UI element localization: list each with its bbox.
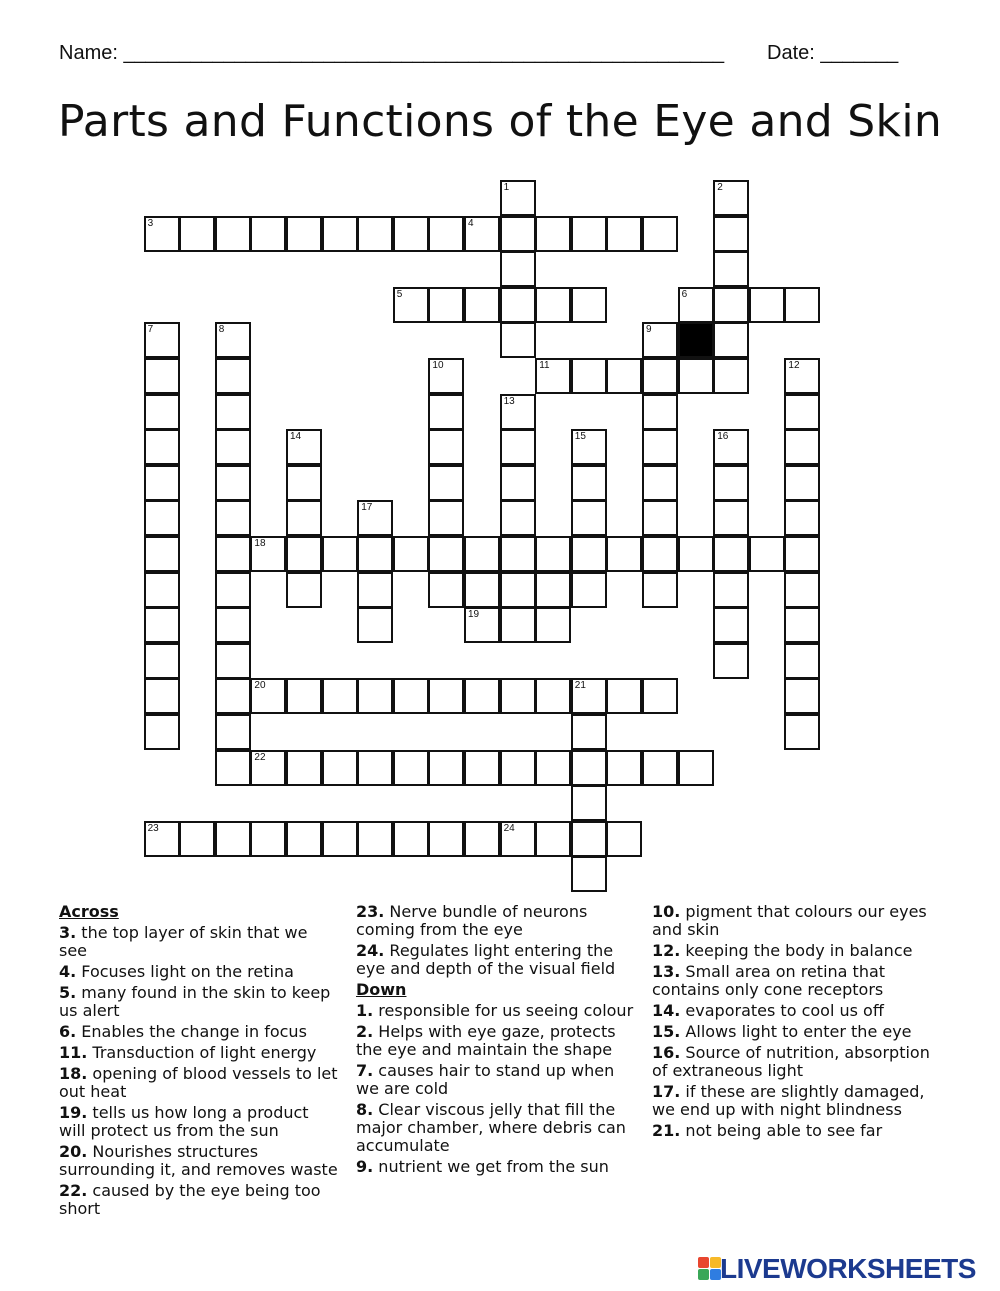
crossword-cell[interactable] (571, 287, 607, 323)
crossword-cell[interactable] (357, 750, 393, 786)
clue-item-text: the top layer of skin that we see (59, 923, 308, 960)
crossword-cell[interactable] (678, 287, 714, 323)
clue-item-number: 2. (356, 1022, 374, 1041)
crossword-cell[interactable] (713, 429, 749, 465)
clue-item-number: 20. (59, 1142, 88, 1161)
crossword-cell[interactable] (393, 287, 429, 323)
crossword-cell[interactable] (215, 216, 251, 252)
crossword-cell[interactable] (357, 821, 393, 857)
crossword-cell[interactable] (322, 750, 358, 786)
crossword-cell[interactable] (678, 536, 714, 572)
crossword-cell[interactable] (784, 429, 820, 465)
clue-item (652, 942, 932, 960)
crossword-cell[interactable] (678, 358, 714, 394)
crossword-cell[interactable] (571, 750, 607, 786)
crossword-cell[interactable] (500, 536, 536, 572)
clue-item-text: caused by the eye being too short (59, 1181, 321, 1218)
clue-item-text: Clear viscous jelly that fill the major chamber, where debris can accumulate (356, 1100, 626, 1155)
crossword-cell[interactable] (250, 678, 286, 714)
crossword-cell[interactable] (606, 536, 642, 572)
crossword-cell[interactable] (784, 607, 820, 643)
crossword-cell[interactable] (464, 536, 500, 572)
clue-number: 8 (218, 324, 225, 336)
clue-item (652, 963, 932, 999)
crossword-cell[interactable] (784, 394, 820, 430)
clue-item-text: Nourishes structures surrounding it, and removes waste (59, 1142, 338, 1179)
crossword-cell[interactable] (500, 251, 536, 287)
logo-square (698, 1257, 709, 1268)
clue-number: 9 (646, 324, 652, 336)
crossword-cell[interactable] (357, 216, 393, 252)
crossword-cell[interactable] (678, 750, 714, 786)
crossword-cell[interactable] (606, 678, 642, 714)
crossword-cell[interactable] (713, 643, 749, 679)
clue-item-text: keeping the body in balance (680, 941, 913, 960)
date-label[interactable]: Date: _______ (767, 42, 899, 64)
crossword-cell[interactable] (642, 500, 678, 536)
clue-item-text: Regulates light entering the eye and depth of the visual field (356, 941, 616, 978)
crossword-cell[interactable] (713, 358, 749, 394)
crossword-cell[interactable] (500, 465, 536, 501)
crossword-cell[interactable] (713, 536, 749, 572)
clue-item (59, 1104, 339, 1140)
clue-item (652, 1083, 932, 1119)
crossword-cell[interactable] (713, 216, 749, 252)
crossword-cell[interactable] (500, 180, 536, 216)
crossword-cell[interactable] (393, 216, 429, 252)
crossword-cell[interactable] (215, 714, 251, 750)
clues-column-1 (59, 903, 339, 1221)
crossword-cell[interactable] (500, 322, 536, 358)
clue-item-text: Small area on retina that contains only cone receptors (652, 962, 886, 999)
page-title: Parts and Functions of the Eye and Skin (57, 96, 943, 147)
crossword-cell[interactable] (571, 821, 607, 857)
crossword-cell[interactable] (535, 607, 571, 643)
crossword-cell[interactable] (642, 429, 678, 465)
crossword-cell[interactable] (144, 714, 180, 750)
clue-item-number: 23. (356, 902, 385, 921)
crossword-cell[interactable] (393, 750, 429, 786)
crossword-cell[interactable] (215, 465, 251, 501)
crossword-cell[interactable] (322, 536, 358, 572)
clue-item (356, 1023, 641, 1059)
crossword-cell[interactable] (464, 678, 500, 714)
crossword-cell[interactable] (357, 536, 393, 572)
crossword-cell[interactable] (535, 678, 571, 714)
crossword-cell[interactable] (464, 750, 500, 786)
crossword-cell[interactable] (713, 287, 749, 323)
crossword-cell[interactable] (179, 216, 215, 252)
clue-number: 12 (788, 360, 800, 371)
crossword-cell[interactable] (428, 358, 464, 394)
clue-item (652, 903, 932, 939)
crossword-cell[interactable] (571, 714, 607, 750)
crossword-cell[interactable] (428, 465, 464, 501)
clue-item-number: 19. (59, 1103, 88, 1122)
crossword-cell[interactable] (642, 216, 678, 252)
crossword-cell[interactable] (215, 536, 251, 572)
crossword-cell[interactable] (428, 216, 464, 252)
crossword-cell[interactable] (571, 572, 607, 608)
clue-number: 3 (147, 217, 154, 229)
crossword-cell[interactable] (749, 536, 785, 572)
crossword-cell[interactable] (606, 750, 642, 786)
clue-number: 14 (290, 431, 302, 443)
crossword-cell[interactable] (215, 750, 251, 786)
crossword-cell[interactable] (144, 394, 180, 430)
name-label[interactable]: Name: ______________________________________________________ (59, 42, 725, 64)
crossword-cell[interactable] (713, 572, 749, 608)
crossword-cell[interactable] (286, 500, 322, 536)
crossword-cell[interactable] (428, 572, 464, 608)
crossword-cell[interactable] (713, 500, 749, 536)
crossword-cell[interactable] (428, 429, 464, 465)
crossword-cell[interactable] (642, 394, 678, 430)
clue-item (652, 1023, 932, 1041)
clue-item (652, 1122, 932, 1140)
clue-number: 2 (717, 182, 723, 193)
clue-number: 5 (396, 288, 403, 300)
crossword-cell[interactable] (464, 572, 500, 608)
crossword-cell[interactable] (393, 536, 429, 572)
clue-number: 15 (574, 431, 586, 443)
clue-item-number: 13. (652, 962, 681, 981)
crossword-cell[interactable] (606, 216, 642, 252)
clue-item (59, 924, 339, 960)
crossword-cell[interactable] (500, 216, 536, 252)
crossword-cell[interactable] (464, 287, 500, 323)
clue-item-text: Nerve bundle of neurons coming from the eye (356, 902, 588, 939)
crossword-cell[interactable] (464, 607, 500, 643)
crossword-cell[interactable] (784, 358, 820, 394)
clue-number: 1 (503, 182, 510, 193)
clues-column-2 (356, 903, 641, 1179)
crossword-cell[interactable] (571, 465, 607, 501)
clue-item (59, 1182, 339, 1218)
crossword-cell[interactable] (215, 322, 251, 358)
clue-item (356, 1158, 641, 1176)
clue-item-number: 5. (59, 983, 77, 1002)
crossword-cell[interactable] (784, 643, 820, 679)
clue-item-number: 11. (59, 1043, 88, 1062)
clue-item (356, 1062, 641, 1098)
clue-item-text: many found in the skin to keep us alert (59, 983, 331, 1020)
clue-number: 21 (574, 680, 586, 692)
crossword-cell[interactable] (215, 500, 251, 536)
crossword-cell[interactable] (215, 607, 251, 643)
crossword-cell[interactable] (250, 536, 286, 572)
crossword-cell[interactable] (784, 678, 820, 714)
crossword-cell[interactable] (713, 322, 749, 358)
crossword-cell[interactable] (250, 750, 286, 786)
clue-number: 6 (681, 288, 688, 300)
clue-item-text: opening of blood vessels to let out heat (59, 1064, 338, 1101)
crossword-cell[interactable] (571, 429, 607, 465)
clue-item (59, 1023, 339, 1041)
clue-item (59, 1065, 339, 1101)
clue-number: 10 (432, 360, 444, 371)
crossword-cell[interactable] (642, 536, 678, 572)
crossword-cell[interactable] (500, 429, 536, 465)
clue-item-text: pigment that colours our eyes and skin (652, 902, 927, 939)
crossword-cell[interactable] (642, 465, 678, 501)
crossword-cell[interactable] (144, 572, 180, 608)
crossword-cell[interactable] (500, 750, 536, 786)
clue-number: 13 (503, 395, 515, 407)
crossword-cell[interactable] (428, 750, 464, 786)
clue-item (59, 1044, 339, 1062)
crossword-cell[interactable] (393, 821, 429, 857)
crossword-cell[interactable] (606, 358, 642, 394)
clue-item-text: Allows light to enter the eye (680, 1022, 912, 1041)
logo-square (698, 1269, 709, 1280)
crossword-cell[interactable] (500, 287, 536, 323)
crossword-cell[interactable] (784, 536, 820, 572)
crossword-cell[interactable] (144, 322, 180, 358)
crossword-cell[interactable] (286, 216, 322, 252)
crossword-cell[interactable] (144, 536, 180, 572)
crossword-cell[interactable] (535, 536, 571, 572)
crossword-cell[interactable] (215, 821, 251, 857)
clue-item-number: 14. (652, 1001, 681, 1020)
crossword-cell[interactable] (642, 322, 678, 358)
crossword-cell[interactable] (144, 821, 180, 857)
crossword-cell[interactable] (642, 358, 678, 394)
crossword-cell[interactable] (144, 643, 180, 679)
clue-number: 16 (717, 431, 729, 443)
crossword-cell[interactable] (784, 500, 820, 536)
crossword-cell[interactable] (428, 500, 464, 536)
crossword-cell[interactable] (322, 821, 358, 857)
crossword-cell[interactable] (784, 465, 820, 501)
clue-item-text: Source of nutrition, absorption of extraneous light (652, 1043, 930, 1080)
crossword-cell[interactable] (606, 821, 642, 857)
crossword-cell[interactable] (571, 678, 607, 714)
crossword-cell[interactable] (215, 572, 251, 608)
liveworksheets-logo[interactable] (698, 1253, 998, 1285)
crossword-cell[interactable] (784, 714, 820, 750)
crossword-cell[interactable] (500, 500, 536, 536)
clues-column-3 (652, 903, 932, 1143)
clue-item-text: tells us how long a product will protect us from the sun (59, 1103, 309, 1140)
crossword-cell[interactable] (500, 821, 536, 857)
crossword-cell[interactable] (464, 216, 500, 252)
crossword-cell[interactable] (784, 287, 820, 323)
crossword-cell[interactable] (215, 429, 251, 465)
clue-item (356, 1101, 641, 1155)
clue-item-number: 3. (59, 923, 77, 942)
clue-number: 24 (503, 822, 515, 834)
crossword-cell[interactable] (500, 572, 536, 608)
clue-item-number: 6. (59, 1022, 77, 1041)
crossword-cell[interactable] (357, 607, 393, 643)
crossword-cell[interactable] (215, 394, 251, 430)
crossword-cell[interactable] (713, 607, 749, 643)
crossword-cell[interactable] (535, 358, 571, 394)
crossword-cell[interactable] (144, 358, 180, 394)
clue-item-text: nutrient we get from the sun (373, 1157, 609, 1176)
clue-item-number: 8. (356, 1100, 374, 1119)
crossword-cell[interactable] (571, 216, 607, 252)
clue-item-number: 4. (59, 962, 77, 981)
crossword-cell[interactable] (322, 216, 358, 252)
clue-item (59, 984, 339, 1020)
clue-number: 19 (468, 609, 480, 621)
crossword-cell[interactable] (500, 678, 536, 714)
crossword-cell[interactable] (286, 536, 322, 572)
crossword-cell[interactable] (500, 394, 536, 430)
crossword-cell[interactable] (428, 394, 464, 430)
clue-item-number: 16. (652, 1043, 681, 1062)
clue-number: 7 (147, 324, 154, 336)
clue-item-number: 7. (356, 1061, 374, 1080)
crossword-cell[interactable] (571, 358, 607, 394)
clue-number: 4 (468, 217, 474, 229)
clue-item-number: 24. (356, 941, 385, 960)
crossword-cell[interactable] (250, 821, 286, 857)
clue-item-text: causes hair to stand up when we are cold (356, 1061, 615, 1098)
clue-item-text: if these are slightly damaged, we end up with night blindness (652, 1082, 925, 1119)
clue-item-number: 17. (652, 1082, 681, 1101)
crossword-cell[interactable] (357, 572, 393, 608)
clue-item-number: 10. (652, 902, 681, 921)
crossword-cell[interactable] (179, 821, 215, 857)
crossword-cell[interactable] (393, 678, 429, 714)
clue-number: 11 (539, 360, 550, 371)
clue-item-text: responsible for us seeing colour (373, 1001, 634, 1020)
clue-item-text: not being able to see far (680, 1121, 883, 1140)
crossword-cell[interactable] (322, 678, 358, 714)
clue-item-text: evaporates to cool us off (680, 1001, 884, 1020)
crossword-cell[interactable] (428, 536, 464, 572)
crossword-cell[interactable] (215, 643, 251, 679)
crossword-cell[interactable] (215, 358, 251, 394)
crossword-cell[interactable] (357, 500, 393, 536)
crossword-cell[interactable] (571, 785, 607, 821)
crossword-cell[interactable] (571, 500, 607, 536)
crossword-cell[interactable] (642, 750, 678, 786)
clue-item-number: 21. (652, 1121, 681, 1140)
clue-number: 23 (147, 822, 159, 834)
clue-number: 20 (254, 680, 266, 692)
crossword-black-cell (678, 322, 714, 358)
crossword-cell[interactable] (215, 678, 251, 714)
crossword-cell[interactable] (464, 821, 500, 857)
down-header: Down (356, 980, 407, 999)
clue-item-text: Transduction of light energy (87, 1043, 317, 1062)
clue-item-number: 18. (59, 1064, 88, 1083)
crossword-cell[interactable] (713, 180, 749, 216)
crossword-cell[interactable] (571, 536, 607, 572)
crossword-cell[interactable] (144, 500, 180, 536)
crossword-cell[interactable] (144, 607, 180, 643)
crossword-cell[interactable] (428, 821, 464, 857)
clue-number: 18 (254, 538, 266, 549)
clue-number: 17 (361, 502, 373, 514)
crossword-cell[interactable] (357, 678, 393, 714)
crossword-cell[interactable] (713, 465, 749, 501)
crossword-cell[interactable] (286, 465, 322, 501)
crossword-cell[interactable] (535, 750, 571, 786)
clue-item-number: 1. (356, 1001, 374, 1020)
crossword-cell[interactable] (144, 465, 180, 501)
crossword-cell[interactable] (500, 607, 536, 643)
crossword-cell[interactable] (428, 287, 464, 323)
clue-item (652, 1044, 932, 1080)
crossword-cell[interactable] (642, 572, 678, 608)
crossword-cell[interactable] (784, 572, 820, 608)
crossword-cell[interactable] (144, 216, 180, 252)
crossword-cell[interactable] (535, 287, 571, 323)
clue-item-number: 15. (652, 1022, 681, 1041)
across-header: Across (59, 902, 119, 921)
crossword-cell[interactable] (286, 429, 322, 465)
clue-item (652, 1002, 932, 1020)
crossword-cell[interactable] (286, 821, 322, 857)
crossword-cell[interactable] (535, 821, 571, 857)
clue-item-text: Focuses light on the retina (76, 962, 294, 981)
clue-item-number: 9. (356, 1157, 374, 1176)
clue-number: 22 (254, 751, 266, 763)
crossword-cell[interactable] (250, 216, 286, 252)
crossword-cell[interactable] (144, 678, 180, 714)
crossword-cell[interactable] (428, 678, 464, 714)
clue-item-number: 12. (652, 941, 681, 960)
clue-item-number: 22. (59, 1181, 88, 1200)
clue-item-text: Helps with eye gaze, protects the eye and maintain the shape (356, 1022, 616, 1059)
crossword-cell[interactable] (144, 429, 180, 465)
crossword-cell[interactable] (286, 750, 322, 786)
clue-item (59, 1143, 339, 1179)
clue-item (356, 942, 641, 978)
crossword-cell[interactable] (749, 287, 785, 323)
crossword-cell[interactable] (713, 251, 749, 287)
crossword-cell[interactable] (286, 678, 322, 714)
clue-item (356, 1002, 641, 1020)
crossword-cell[interactable] (535, 572, 571, 608)
crossword-cell[interactable] (286, 572, 322, 608)
logo-text: LIVEWORKSHEETS (720, 1253, 976, 1284)
clue-item (356, 903, 641, 939)
crossword-cell[interactable] (642, 678, 678, 714)
crossword-cell[interactable] (535, 216, 571, 252)
crossword-cell[interactable] (571, 856, 607, 892)
clue-item (59, 963, 339, 981)
clue-item-text: Enables the change in focus (76, 1022, 307, 1041)
